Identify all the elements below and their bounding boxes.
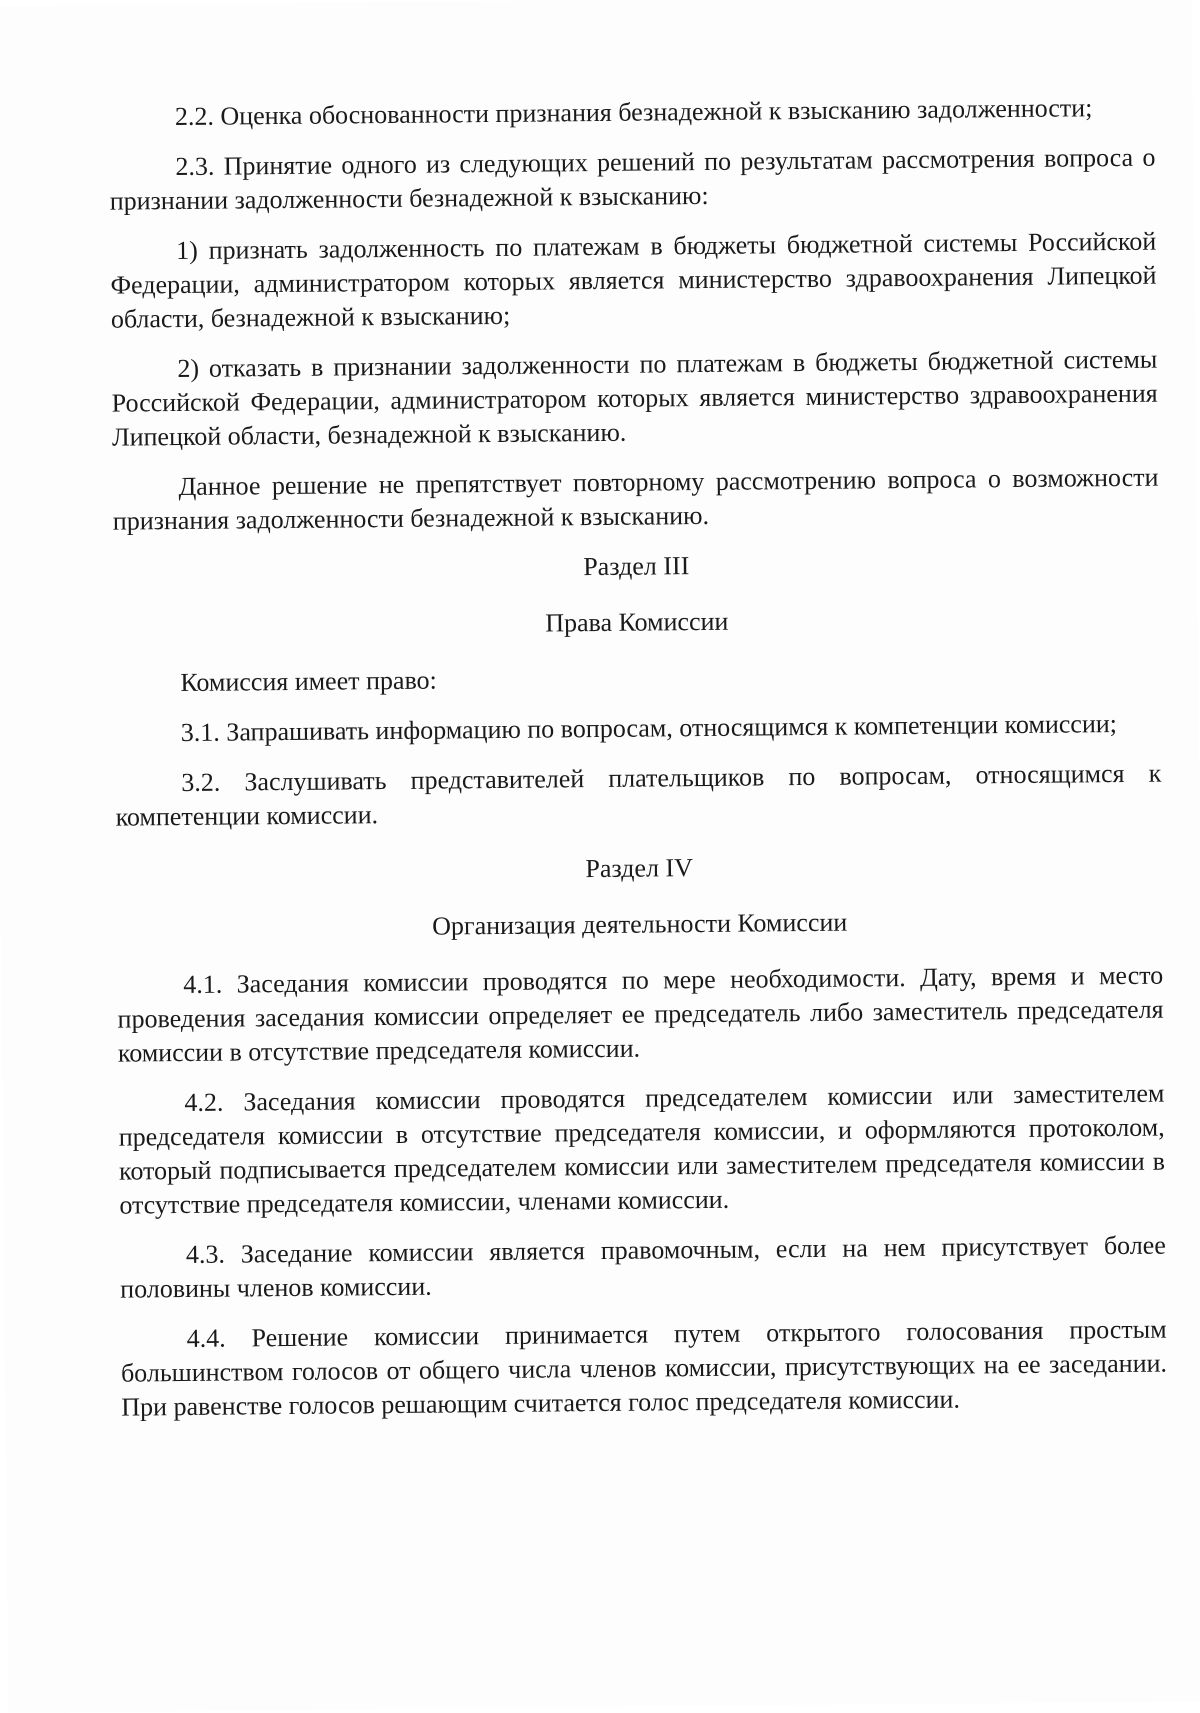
document-body: [109, 91, 1168, 1441]
paragraph-4-4: 4.4. Решение комиссии принимается путем открытого голосования простым большинством голосов от общего числа членов комиссии, присутствующих на ее заседании. При равенстве голосов решающим считается голос председателя комиссии.: [120, 1314, 1168, 1422]
section-4-title: Организация деятельности Комиссии: [432, 907, 848, 941]
section-3-title: Права Комиссии: [545, 606, 729, 638]
paragraph-2-2: 2.2. Оценка обоснованности признания безнадежной к взысканию задолженности;: [174, 93, 1093, 132]
paragraph-3-2: 3.2. Заслушивать представителей плательщиков по вопросам, относящимся к компетенции комиссии.: [115, 758, 1162, 832]
paragraph-3-intro: Комиссия имеет право:: [180, 665, 437, 698]
paragraph-4-1: 4.1. Заседания комиссии проводятся по мере необходимости. Дату, время и место проведения заседания комиссии определяет ее председатель либо заместитель председателя комиссии в отсутствие председателя комиссии.: [117, 960, 1164, 1068]
paragraph-2-3-option-2: 2) отказать в признании задолженности по платежам в бюджеты бюджетной системы Российской Федерации, администратором которых является министерство здравоохранения Липецкой области, безнадежной к взысканию.: [111, 344, 1158, 452]
section-4-number: Раздел IV: [585, 853, 694, 884]
paragraph-2-3-option-1: 1) признать задолженность по платежам в бюджеты бюджетной системы Российской Федерации, администратором которых является министерство здравоохранения Липецкой области, безнадежной к взысканию;: [110, 226, 1157, 334]
paragraph-3-1: 3.1. Запрашивать информацию по вопросам, относящимся к компетенции комиссии;: [180, 709, 1118, 748]
paragraph-4-2: 4.2. Заседания комиссии проводятся председателем комиссии или заместителем председателя комиссии в отсутствие председателя комиссии, и оформляются протоколом, который подписывается председателем комиссии или заместителем председателя комиссии в отсутствие председателя комиссии, членами комиссии.: [118, 1078, 1166, 1220]
section-3-number: Раздел III: [583, 551, 690, 582]
paragraph-2-3: 2.3. Принятие одного из следующих решений по результатам рассмотрения вопроса о признании задолженности безнадежной к взысканию:: [109, 142, 1156, 216]
paragraph-2-3-note: Данное решение не препятствует повторному рассмотрению вопроса о возможности признания задолженности безнадежной к взысканию.: [112, 462, 1159, 536]
paragraph-4-3: 4.3. Заседание комиссии является правомочным, если на нем присутствует более половины членов комиссии.: [120, 1230, 1166, 1304]
